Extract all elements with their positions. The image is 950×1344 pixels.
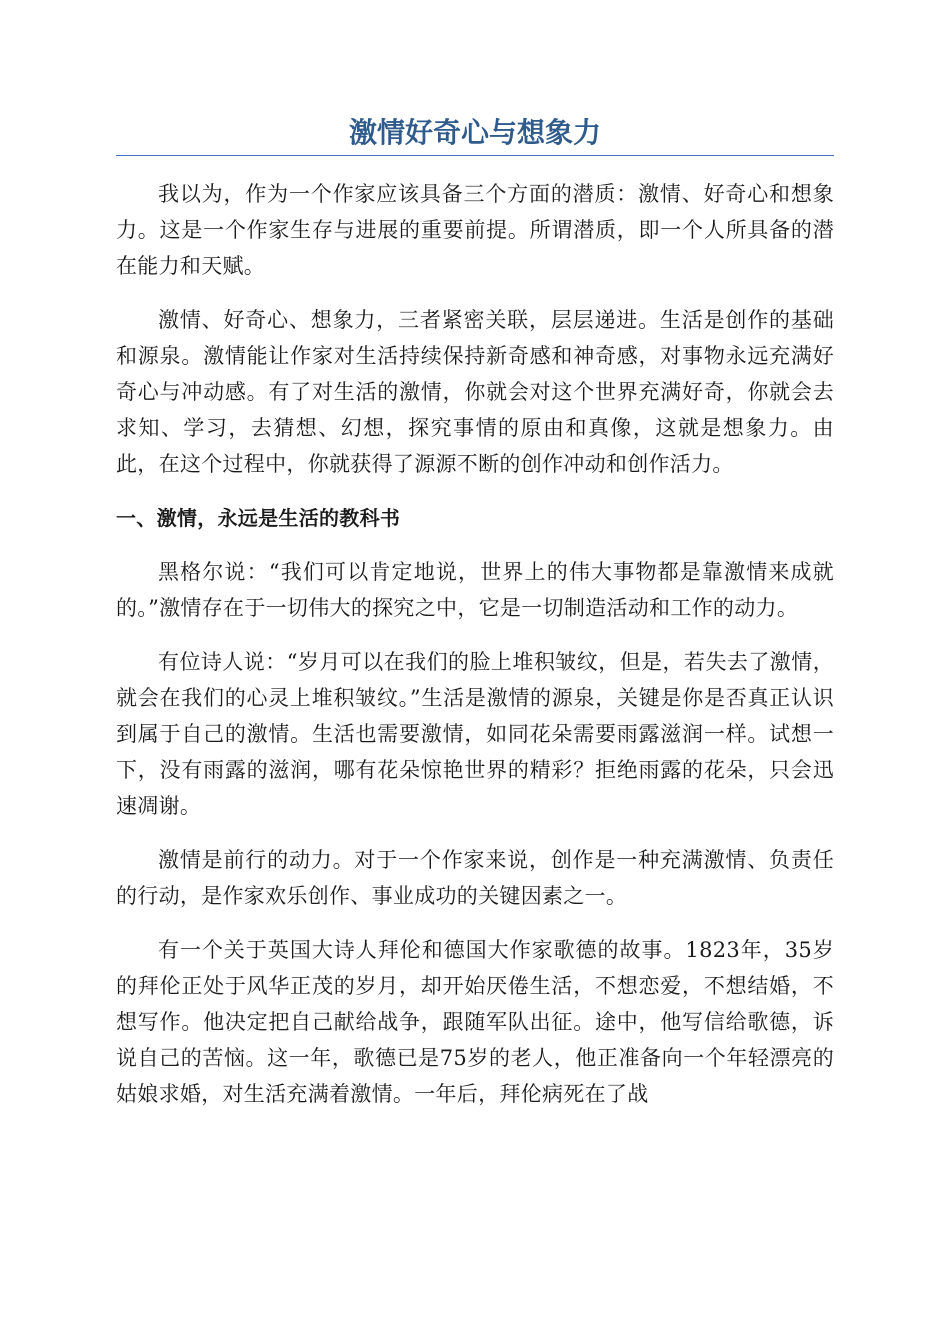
document-title: 激情好奇心与想象力 — [348, 116, 601, 149]
paragraph-motivation: 激情是前行的动力。对于一个作家来说，创作是一种充满激情、负责任的行动，是作家欢乐创作、事业成功的关键因素之一。 — [116, 848, 834, 908]
paragraph-intro-2: 激情、好奇心、想象力，三者紧密关联，层层递进。生活是创作的基础和源泉。激情能让作家对生活持续保持新奇感和神奇感，对事物永远充满好奇心与冲动感。有了对生活的激情，你就会对这个世界充满好奇，你就会去求知、学习，去猜想、幻想，探究事情的原由和真像，这就是想象力。由此，在这个过程中，你就获得了源源不断的创作冲动和创作活力。 — [116, 308, 834, 476]
paragraph-poet-quote: 有位诗人说：“岁月可以在我们的脸上堆积皱纹，但是，若失去了激情，就会在我们的心灵上堆积皱纹。”生活是激情的源泉，关键是你是否真正认识到属于自己的激情。生活也需要激情，如同花朵需要雨露滋润一样。试想一下，没有雨露的滋润，哪有花朵惊艳世界的精彩？拒绝雨露的花朵，只会迅速凋谢。 — [116, 650, 834, 818]
title-underline — [116, 155, 834, 156]
document-body — [116, 176, 834, 1130]
paragraph-byron-goethe: 有一个关于英国大诗人拜伦和德国大作家歌德的故事。1823年，35岁的拜伦正处于风华正茂的岁月，却开始厌倦生活，不想恋爱，不想结婚，不想写作。他决定把自己献给战争，跟随军队出征。途中，他写信给歌德，诉说自己的苦恼。这一年，歌德已是75岁的老人，他正准备向一个年轻漂亮的姑娘求婚，对生活充满着激情。一年后，拜伦病死在了战 — [116, 938, 834, 1106]
section-heading-passion: 一、激情，永远是生活的教科书 — [116, 506, 401, 530]
paragraph-hegel-quote: 黑格尔说：“我们可以肯定地说，世界上的伟大事物都是靠激情来成就的。”激情存在于一切伟大的探究之中，它是一切制造活动和工作的动力。 — [116, 560, 834, 620]
paragraph-intro-1: 我以为，作为一个作家应该具备三个方面的潜质：激情、好奇心和想象力。这是一个作家生存与进展的重要前提。所谓潜质，即一个人所具备的潜在能力和天赋。 — [116, 182, 834, 278]
